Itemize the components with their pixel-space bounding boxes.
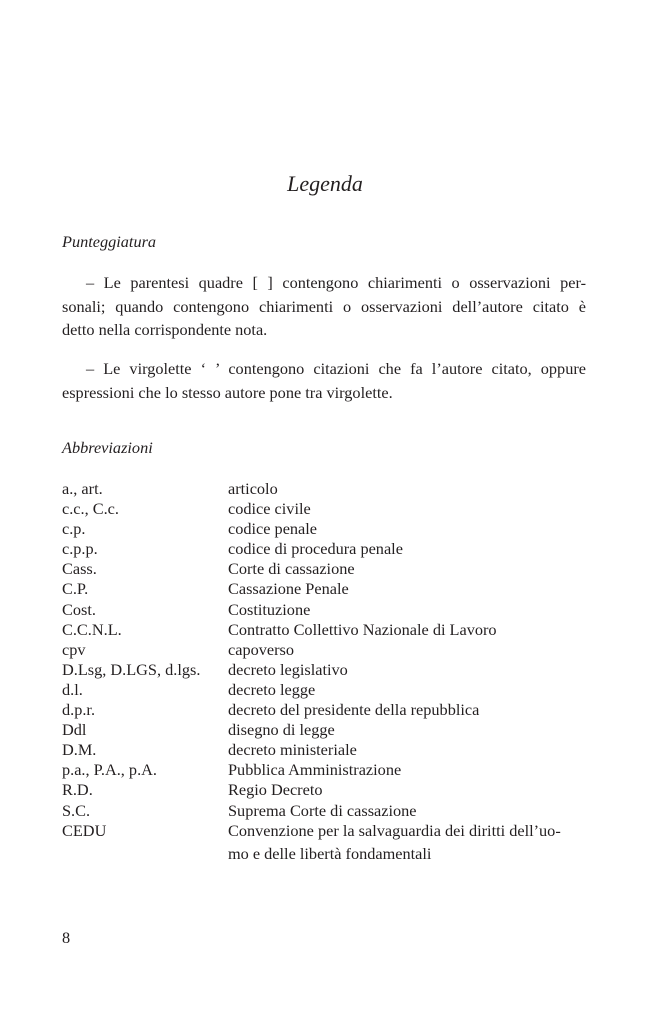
paragraph-brackets: [62, 271, 586, 342]
abbreviation: Cass.: [62, 559, 97, 579]
abbreviation-meaning: decreto legislativo: [228, 659, 348, 679]
abbreviation: Ddl: [62, 720, 87, 740]
section-heading-abbreviazioni: Abbreviazioni: [62, 438, 153, 457]
text-line: – Le virgolette ‘ ’ contengono citazioni che fa l’autore citato, oppure: [86, 359, 586, 378]
abbreviation-meaning: Suprema Corte di cassazione: [228, 800, 417, 820]
abbreviation-row: [62, 499, 592, 519]
abbreviation-row-continuation: [62, 841, 592, 864]
abbreviation-meaning-continuation: mo e delle libertà fondamentali: [228, 843, 432, 863]
abbreviation: a., art.: [62, 479, 103, 498]
abbreviation: R.D.: [62, 780, 93, 800]
abbreviation: d.l.: [62, 679, 83, 699]
abbreviation-meaning: decreto legge: [228, 679, 316, 699]
abbreviation-meaning: codice penale: [228, 519, 318, 539]
abbreviation-row: [62, 801, 592, 821]
abbreviation-row: [62, 559, 592, 579]
text-line: sonali; quando contengono chiarimenti o osservazioni dell’autore citato è: [62, 296, 586, 316]
text-line: detto nella corrispondente nota.: [62, 320, 268, 339]
abbreviation-meaning: Costituzione: [228, 599, 311, 619]
text-line: – Le parentesi quadre [ ] contengono chiarimenti o osservazioni per-: [86, 273, 586, 292]
abbreviation-meaning: Regio Decreto: [228, 780, 323, 800]
abbreviation-row: [62, 821, 592, 841]
paragraph-quotes: [62, 357, 586, 404]
abbreviation-meaning: codice di procedura penale: [228, 539, 403, 559]
abbreviation-row: [62, 600, 592, 620]
abbreviation-meaning: articolo: [228, 479, 278, 498]
abbreviation: S.C.: [62, 800, 91, 820]
abbreviation-row: [62, 760, 592, 780]
abbreviation-row: [62, 780, 592, 800]
abbreviation: C.P.: [62, 579, 89, 599]
abbreviation: C.C.N.L.: [62, 619, 122, 639]
abbreviation: CEDU: [62, 820, 107, 840]
abbreviation-meaning: codice civile: [228, 499, 311, 519]
abbreviation-meaning: decreto del presidente della repubblica: [228, 700, 480, 720]
abbreviation-meaning: decreto ministeriale: [228, 740, 357, 760]
abbreviation-row: [62, 660, 592, 680]
abbreviation-row: [62, 700, 592, 720]
text-line: espressioni che lo stesso autore pone tra virgolette.: [62, 382, 393, 402]
abbreviation: c.c., C.c.: [62, 499, 119, 519]
abbreviation: D.M.: [62, 740, 97, 760]
abbreviation: Cost.: [62, 599, 96, 619]
abbreviation-row: [62, 579, 592, 599]
abbreviation-row: [62, 720, 592, 740]
abbreviation-row: [62, 620, 592, 640]
abbreviation-row: [62, 539, 592, 559]
abbreviation: D.Lsg, D.LGS, d.lgs.: [62, 659, 201, 679]
abbreviation-meaning: Corte di cassazione: [228, 559, 355, 579]
page-number: 8: [62, 928, 71, 947]
abbreviation-meaning: Convenzione per la salvaguardia dei diritti dell’uo-: [228, 820, 561, 840]
abbreviation-meaning: Pubblica Amministrazione: [228, 760, 402, 780]
abbreviation: p.a., P.A., p.A.: [62, 760, 157, 780]
abbreviation-row: [62, 740, 592, 760]
abbreviation-row: [62, 640, 592, 660]
abbreviation: d.p.r.: [62, 700, 96, 720]
page-title: Legenda: [287, 171, 363, 196]
abbreviation-row: [62, 519, 592, 539]
abbreviation: c.p.p.: [62, 539, 98, 559]
abbreviation-meaning: Contratto Collettivo Nazionale di Lavoro: [228, 619, 497, 639]
abbreviation-meaning: disegno di legge: [228, 720, 335, 740]
abbreviation-meaning: Cassazione Penale: [228, 579, 349, 599]
abbreviation-meaning: capoverso: [228, 639, 294, 659]
abbreviation-row: [62, 680, 592, 700]
abbreviation: c.p.: [62, 519, 86, 539]
abbreviation: cpv: [62, 639, 86, 659]
abbreviation-row: [62, 479, 592, 499]
abbreviations-list: [62, 479, 592, 864]
section-heading-punteggiatura: Punteggiatura: [62, 232, 157, 251]
